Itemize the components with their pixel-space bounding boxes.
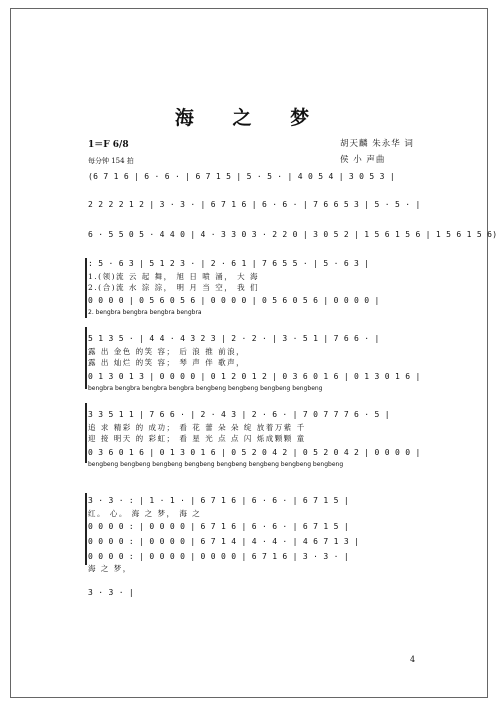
lyric-line: 露 出 灿烂 的笑 容； 琴 声 伴 歌声， — [88, 358, 246, 367]
score-line: 0 0 0 0 | 0 5 6 0 5 6 | 0 0 0 0 | 0 5 6 0 5 6 | 0 0 0 0 | — [88, 296, 380, 305]
lyric-line: 1.(领)流 云 起 舞， 旭 日 喷 涌， 大 海 — [88, 272, 259, 281]
system-bracket — [85, 327, 87, 389]
system-bracket — [85, 493, 87, 565]
composer-credit: 侯 小 声曲 — [340, 155, 386, 165]
lyric-line: 海 之 梦， — [88, 564, 132, 573]
score-line: 0 0 0 0 : | 0 0 0 0 | 6 7 1 6 | 6 · 6 · | 6 7 1 5 | — [88, 522, 349, 531]
score-line: 0 0 0 0 : | 0 0 0 0 | 6 7 1 4 | 4 · 4 · | 4 6 7 1 3 | — [88, 537, 360, 546]
score-line: 3 · 3 · : | 1 · 1 · | 6 7 1 6 | 6 · 6 · | 6 7 1 5 | — [88, 496, 349, 505]
lyric-line: 追 求 精彩 的 成功； 看 花 蕾 朵 朵 绽 放着万紫 千 — [88, 423, 306, 432]
score-line: 3 · 3 · | — [88, 588, 135, 597]
key-signature: 1＝F 6/8 — [88, 140, 129, 150]
lyric-line: 露 出 金色 的笑 容； 后 浪 推 前浪， — [88, 347, 246, 356]
score-line: : 5 · 6 3 | 5 1 2 3 · | 2 · 6 1 | 7 6 5 5 · | 5 · 6 3 | — [88, 259, 370, 268]
tempo-marking: 每分钟 154 拍 — [88, 157, 134, 165]
score-line: 0 1 3 0 1 3 | 0 0 0 0 | 0 1 2 0 1 2 | 0 3 6 0 1 6 | 0 1 3 0 1 6 | — [88, 372, 421, 381]
syllable-line: bengbeng bengbeng bengbeng bengbeng bengbeng bengbeng bengbeng bengbeng — [88, 461, 344, 468]
score-line: 2 2 2 2 1 2 | 3 · 3 · | 6 7 1 6 | 6 · 6 · | 7 6 6 5 3 | 5 · 5 · | — [88, 200, 421, 209]
system-bracket — [85, 258, 87, 318]
lyric-line: 红。 心。 海 之 梦， 海 之 — [88, 509, 202, 518]
score-line: (6 7 1 6 | 6 · 6 · | 6 7 1 5 | 5 · 5 · | 4 0 5 4 | 3 0 5 3 | — [88, 172, 395, 181]
score-line: 6 · 5 5 0 5 · 4 4 0 | 4 · 3 3 0 3 · 2 2 0 | 3 0 5 2 | 1 5 6 1 5 6 | 1 5 6 1 5 6) — [88, 230, 498, 239]
score-line: 3 3 5 1 1 | 7 6 6 · | 2 · 4 3 | 2 · 6 · | 7 0 7 7 7 6 · 5 | — [88, 410, 390, 419]
lyric-line: 迎 接 明天 的 彩虹； 看 星 光 点 点 闪 烁成颗颗 童 — [88, 434, 306, 443]
song-title: 海 之 梦 — [174, 107, 326, 129]
score-line: 0 0 0 0 : | 0 0 0 0 | 0 0 0 0 | 6 7 1 6 | 3 · 3 · | — [88, 552, 349, 561]
system-bracket — [85, 403, 87, 463]
score-line: 5 1 3 5 · | 4 4 · 4 3 2 3 | 2 · 2 · | 3 · 5 1 | 7 6 6 · | — [88, 334, 380, 343]
page-number: 4 — [410, 655, 416, 664]
lyricist-credit: 胡天麟 朱永华 词 — [340, 139, 414, 149]
lyric-line: 2.(合)流 水 淙 淙， 明 月 当 空， 我 们 — [88, 283, 259, 292]
score-line: 0 3 6 0 1 6 | 0 1 3 0 1 6 | 0 5 2 0 4 2 | 0 5 2 0 4 2 | 0 0 0 0 | — [88, 448, 421, 457]
syllable-line: 2. bengbra bengbra bengbra bengbra — [88, 309, 202, 316]
syllable-line: bengbra bengbra bengbra bengbra bengbeng bengbeng bengbeng bengbeng — [88, 385, 323, 392]
